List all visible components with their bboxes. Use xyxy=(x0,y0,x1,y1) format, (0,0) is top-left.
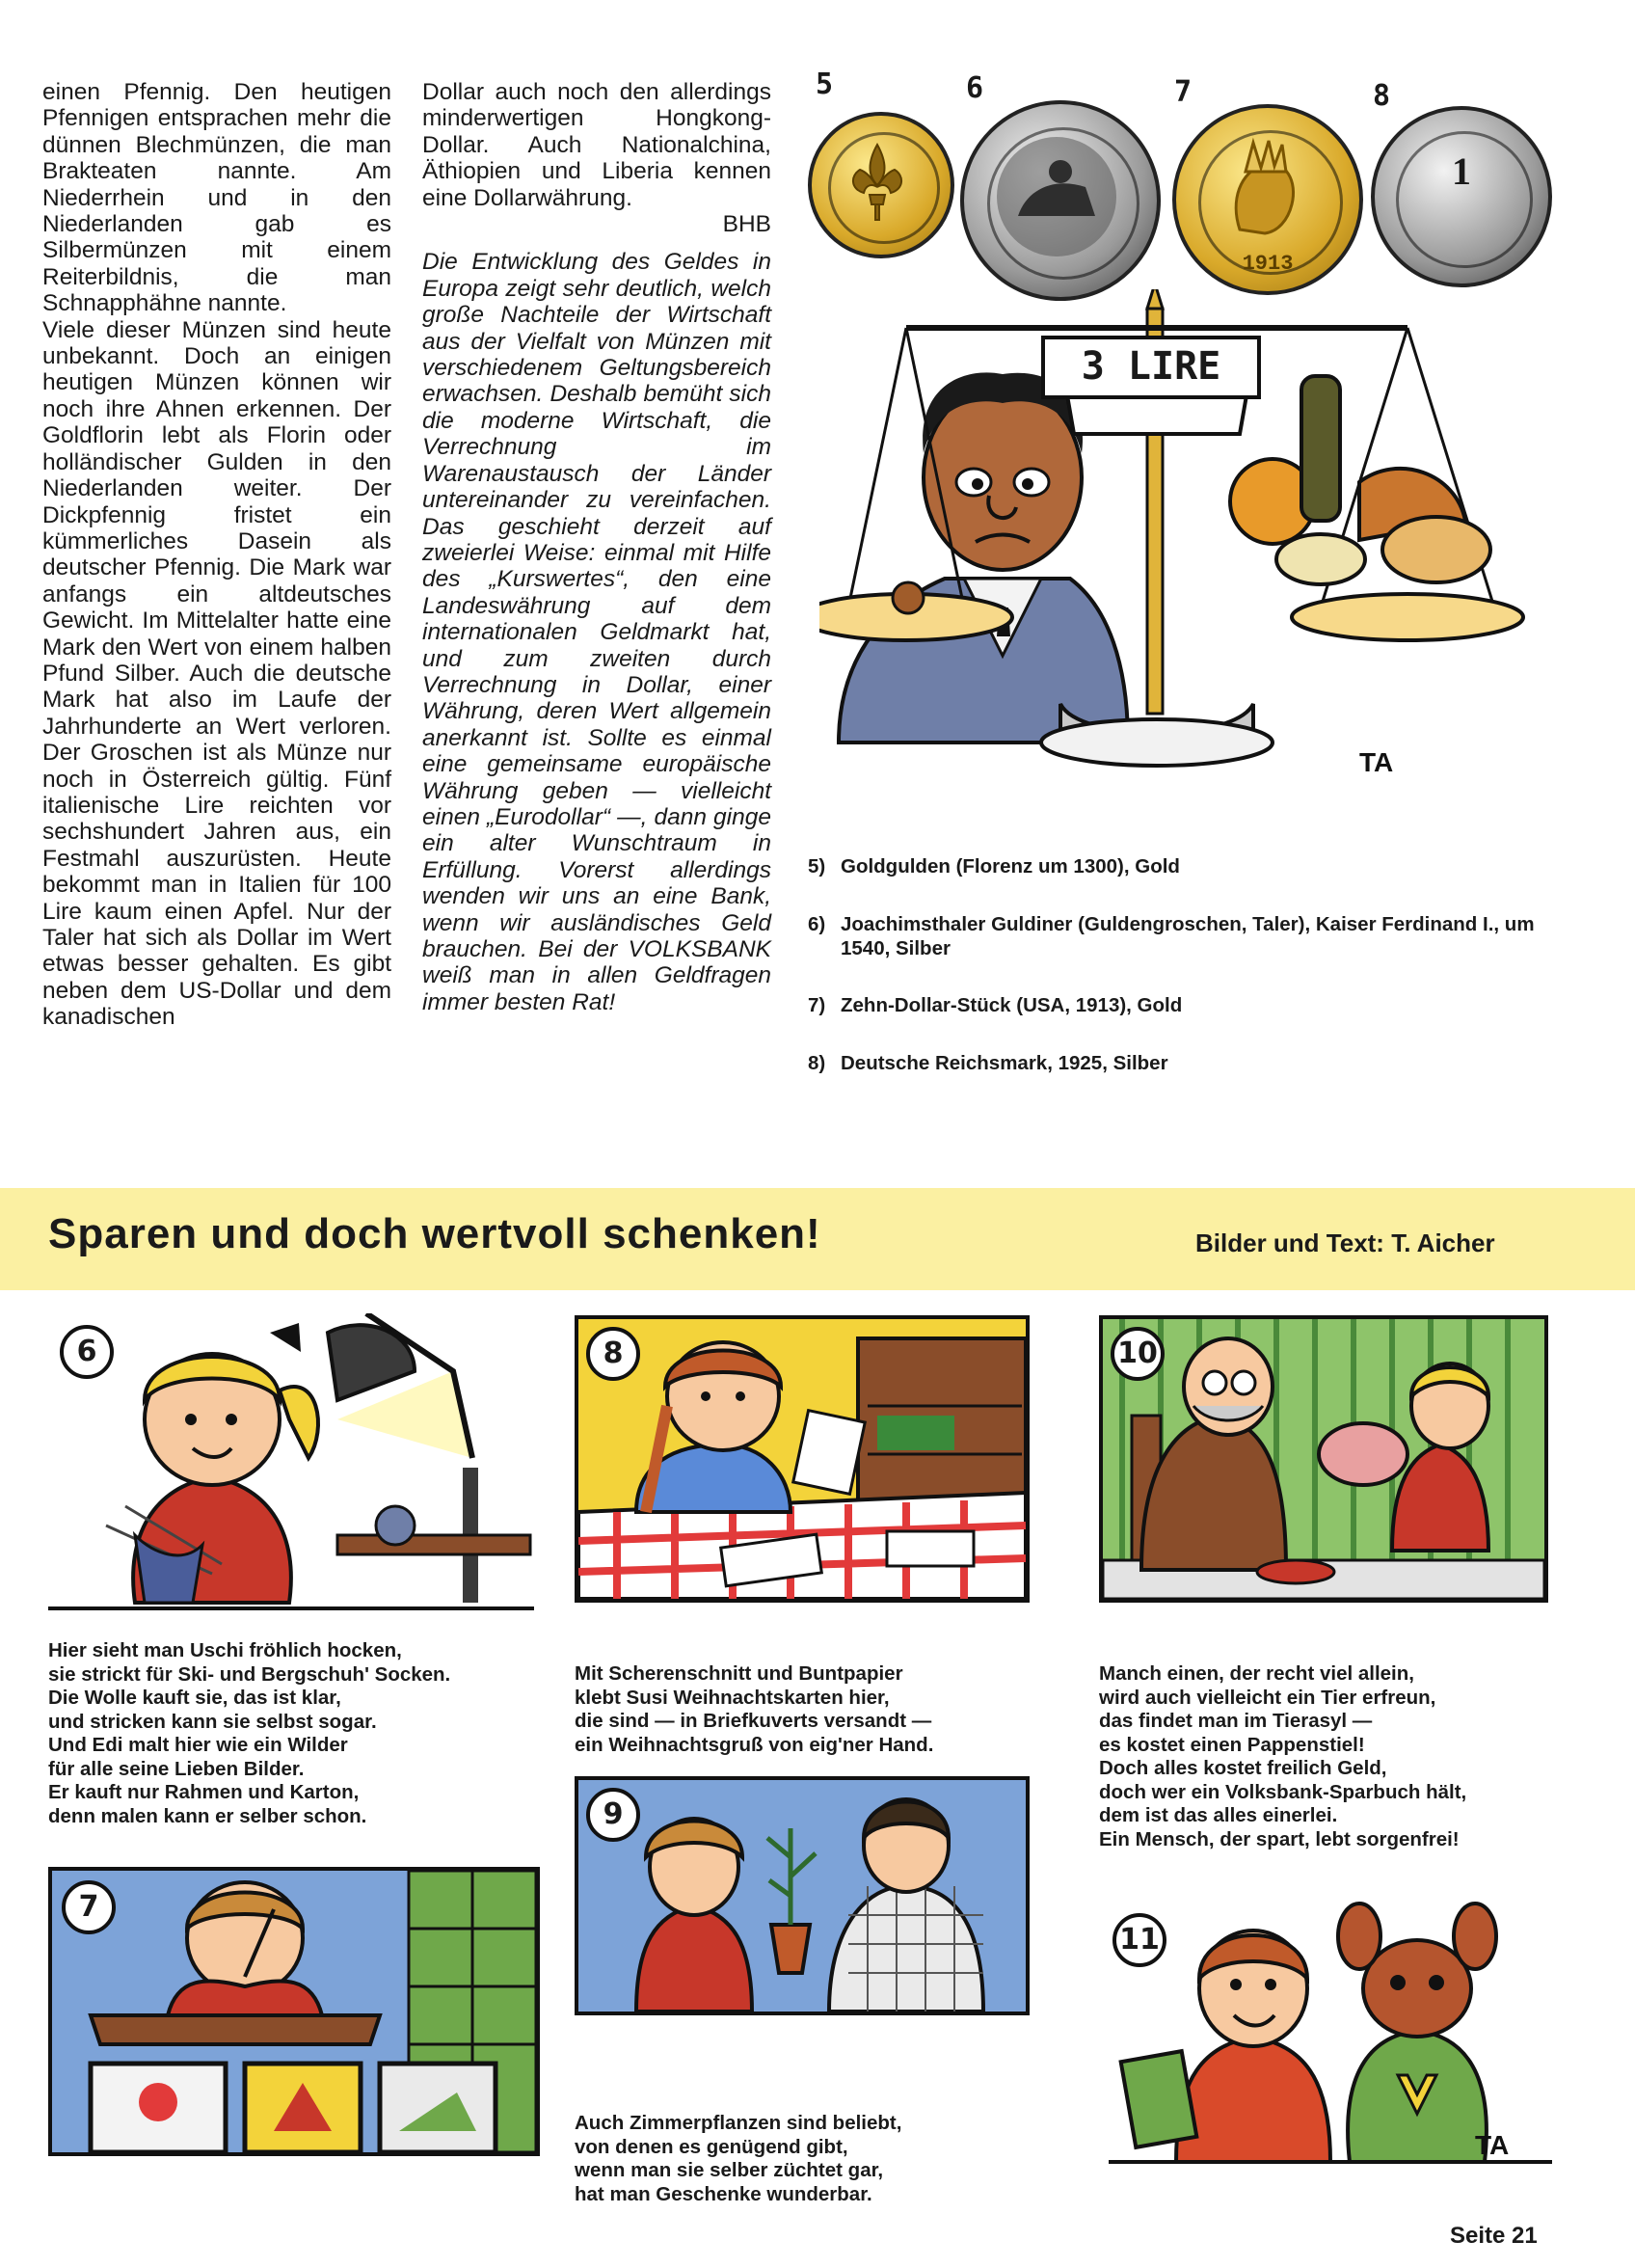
coin-caption: 7) Zehn-Dollar-Stück (USA, 1913), Gold xyxy=(808,994,1183,1016)
comic-panel-9 xyxy=(575,1776,1030,2015)
coin-number: 5 xyxy=(816,68,834,101)
article-italic-paragraph: Die Entwicklung des Geldes in Europa zeigt sehr deutlich, welch große Nachteile der Wirtschaft aus der Vielfalt von Münzen mit verschiedenem Geltungsbereich erwachsen. Deshalb bemüht sich die moderne Wirtschaft, die Verrechnung im Warenaustausch der Länder untereinander zu vereinfachen. Das geschieht derzeit auf zweierlei Weise: einmal mit Hilfe des „Kurswertes“, den eine Landeswährung auf dem internationalen Geldmarkt hat, und zum zweiten durch Verrechnung in Dollar, einer Währung, deren Wert allgemein anerkannt ist. Sollte es einmal eine gemeinsame europäische Währung geben — vielleicht einen „Eurodollar“ —, dann ginge ein alter Wunschtraum in Erfüllung. Vorerst allerdings wenden wir uns an eine Bank, wenn wir ausländisches Geld brauchen. Bei der VOLKSBANK weiß man in allen Geldfragen immer besten Rat! xyxy=(422,249,771,1015)
coin-number: 8 xyxy=(1373,79,1391,113)
panel-number-badge: 8 xyxy=(586,1327,640,1381)
goldgulden-coin xyxy=(808,112,954,258)
comic-panel-8 xyxy=(575,1315,1030,1603)
page-number: Seite 21 xyxy=(1450,2223,1538,2249)
coin-caption: 8) Deutsche Reichsmark, 1925, Silber xyxy=(808,1052,1168,1074)
pet-gift-illustration xyxy=(1103,1319,1544,1599)
svg-text:TA: TA xyxy=(1475,2130,1510,2160)
article-paragraph: Viele dieser Münzen sind heute unbekannt. Doch an einigen heutigen Münzen können wir noch ihre Ahnen erkennen. Der Goldflorin lebt als Florin oder holländischer Gulden in den Niederlanden weiter. Der Dickpfennig fristet ein kümmerliches Dasein als deutscher Pfennig. Die Mark war anfangs ein altdeutsches Gewicht. Im Mittelalter hatte eine Mark den Wert von einem halben Pfund Silber. Auch die deutsche Mark hat also im Laufe der Jahrhunderte an Wert verloren. Der Groschen ist als Münze nur noch in Österreich gültig. Fünf italienische Lire reichten vor sechshundert Jahren aus, ein Festmahl auszurüsten. Heute bekommt man in Italien für 100 Lire kaum einen Apfel. Nur der Taler hat sich als Dollar im Wert etwas besser gehalten. Es gibt neben dem US-Dollar und dem kanadischen xyxy=(42,316,391,1031)
panel-number-badge: 9 xyxy=(586,1788,640,1842)
svg-text:TA: TA xyxy=(1359,747,1394,777)
coin-year: 1913 xyxy=(1242,252,1294,276)
section-header-band xyxy=(0,1188,1635,1290)
article-paragraph: einen Pfennig. Den heutigen Pfennigen entsprachen mehr die dünnen Blechmünzen, die man Brakteaten nannte. Am Niederrhein und in den Niederlanden gab es Silbermünzen mit einem Reiterbildnis, die man Schnapphähne nannte. xyxy=(42,79,391,317)
coin-denomination: 1 xyxy=(1452,149,1471,193)
author-signature: BHB xyxy=(722,211,771,238)
comic-panel-10 xyxy=(1099,1315,1548,1603)
coin-number: 6 xyxy=(966,71,984,105)
article-column-1 xyxy=(42,79,391,1031)
fleur-de-lis-icon xyxy=(808,112,947,251)
panel-number-badge: 6 xyxy=(60,1325,114,1379)
volksbank-mascot-illustration xyxy=(1109,1902,1552,2168)
comic-panel-6 xyxy=(48,1313,534,1614)
section-credit: Bilder und Text: T. Aicher xyxy=(1195,1228,1495,1257)
verse-plants: Auch Zimmerpflanzen sind beliebt, von denen es genügend gibt, wenn man sie selber züchtet gar, hat man Geschenke wunderbar. xyxy=(575,2112,902,2205)
reichsmark-coin xyxy=(1371,106,1552,287)
comic-panel-11 xyxy=(1109,1902,1552,2168)
verse-tier: Manch einen, der recht viel allein, wird auch vielleicht ein Tier erfreun, das findet man im Tierasyl — es kostet einen Pappenstiel! Doch alles kostet freilich Geld, doch wer ein Volksbank-Sparbuch hält, dem ist das alles einerlei. Ein Mensch, der spart, lebt sorgenfrei! xyxy=(1099,1662,1467,1850)
rider-icon xyxy=(960,100,1153,293)
painting-boy-illustration xyxy=(52,1871,536,2152)
article-paragraph: Dollar auch noch den allerdings minderwertigen Hongkong-Dollar. Auch Nationalchina, Äthiopien und Liberia kennen eine Dollarwährung. xyxy=(422,79,771,211)
verse-susi: Mit Scherenschnitt und Buntpapier klebt Susi Weihnachtskarten hier, die sind — in Briefkuverts versandt — ein Weihnachtsgruß von eig'ner Hand. xyxy=(575,1662,934,1756)
panel-number-badge: 11 xyxy=(1112,1913,1166,1967)
lire-banner xyxy=(1041,336,1261,399)
coin-number: 7 xyxy=(1174,75,1193,109)
panel-number-badge: 7 xyxy=(62,1880,116,1934)
lire-banner-text: 3 LIRE xyxy=(1081,344,1221,389)
card-making-girl-illustration xyxy=(578,1319,1026,1599)
article-column-2 xyxy=(422,79,771,1015)
section-title: Sparen und doch wertvoll schenken! xyxy=(48,1210,821,1257)
panel-number-badge: 10 xyxy=(1111,1327,1165,1381)
verse-uschi: Hier sieht man Uschi fröhlich hocken, sie strickt für Ski- und Bergschuh' Socken. Die Wolle kauft sie, das ist klar, und stricken kann sie selbst sogar. Und Edi malt hier wie ein Wilder für alle seine Lieben Bilder. Er kauft nur Rahmen und Karton, denn malen kann er selber schon. xyxy=(48,1639,451,1827)
coin-caption: 6) Joachimsthaler Guldiner (Guldengroschen, Taler), Kaiser Ferdinand I., um 1540, Silber xyxy=(808,913,1535,959)
coin-caption: 5) Goldgulden (Florenz um 1300), Gold xyxy=(808,855,1180,878)
guldiner-coin xyxy=(960,100,1161,301)
plant-gift-illustration xyxy=(578,1780,1026,2012)
knitting-girl-illustration xyxy=(48,1313,534,1614)
ten-dollar-coin xyxy=(1172,104,1363,295)
comic-panel-7 xyxy=(48,1867,540,2156)
